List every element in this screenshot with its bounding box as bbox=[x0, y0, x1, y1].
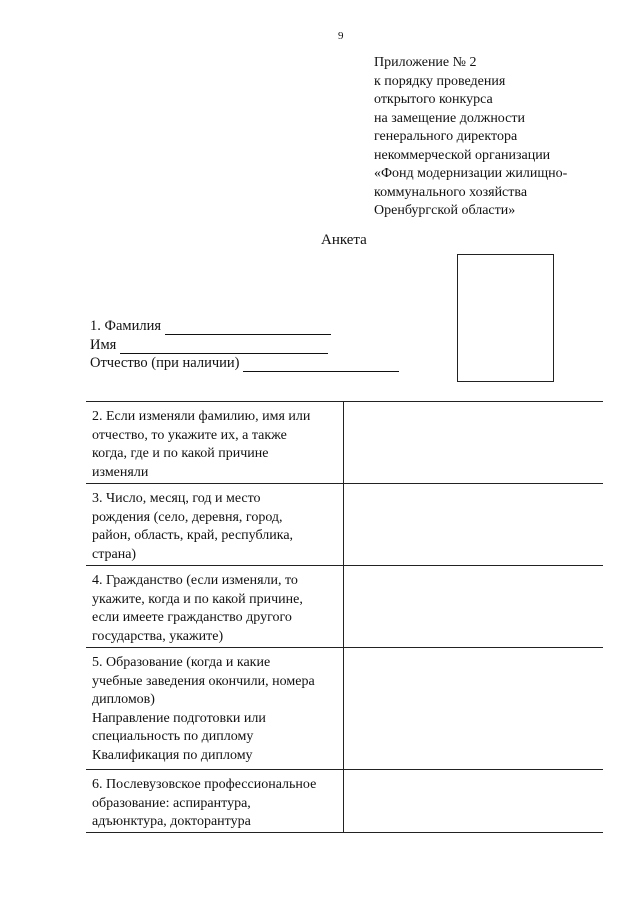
question-line: 3. Число, месяц, год и место bbox=[92, 491, 261, 506]
appendix-line: генерального директора bbox=[374, 129, 518, 144]
questionnaire-table bbox=[86, 401, 603, 833]
table-row bbox=[86, 484, 603, 566]
question-line: изменяли bbox=[92, 464, 149, 480]
question-line: отчество, то укажите их, а также bbox=[92, 427, 287, 443]
question-line: 5. Образование (когда и какие bbox=[92, 655, 271, 670]
table-row bbox=[86, 402, 603, 484]
question-line: когда, где и по какой причине bbox=[92, 446, 269, 461]
patronymic-input-line[interactable] bbox=[243, 358, 399, 372]
question-line: специальность по диплому bbox=[92, 729, 254, 744]
question-line: укажите, когда и по какой причине, bbox=[92, 591, 303, 607]
question-line: Направление подготовки или bbox=[92, 710, 266, 726]
appendix-line: коммунального хозяйства bbox=[374, 184, 528, 200]
name-input-line[interactable] bbox=[120, 340, 328, 354]
appendix-line: «Фонд модернизации жилищно- bbox=[374, 166, 568, 181]
answer-cell[interactable] bbox=[344, 648, 603, 769]
question-line: если имеете гражданство другого bbox=[92, 610, 292, 625]
table-row bbox=[86, 648, 603, 770]
appendix-line: к порядку проведения bbox=[374, 73, 506, 89]
answer-cell[interactable] bbox=[344, 770, 603, 832]
surname-input-line[interactable] bbox=[165, 321, 331, 335]
answer-cell[interactable] bbox=[344, 402, 603, 483]
appendix-line: некоммерческой организации bbox=[374, 147, 551, 163]
appendix-line: Приложение № 2 bbox=[374, 55, 477, 70]
photo-box bbox=[457, 254, 554, 382]
form-title: Анкета bbox=[321, 232, 367, 248]
appendix-header bbox=[374, 54, 567, 221]
question-line: дипломов) bbox=[92, 692, 155, 707]
question-cell bbox=[86, 484, 344, 565]
appendix-line: открытого конкурса bbox=[374, 92, 493, 107]
name-label: Имя bbox=[90, 337, 117, 353]
answer-cell[interactable] bbox=[344, 484, 603, 565]
question-line: страна) bbox=[92, 546, 137, 562]
question-line: Квалификация по диплому bbox=[92, 747, 253, 763]
page-number: 9 bbox=[338, 30, 344, 42]
question-cell bbox=[86, 402, 344, 483]
question-cell bbox=[86, 770, 344, 832]
name-field bbox=[90, 337, 328, 354]
patronymic-field bbox=[90, 355, 399, 372]
appendix-line: на замещение должности bbox=[374, 110, 525, 126]
answer-cell[interactable] bbox=[344, 566, 603, 647]
question-line: рождения (село, деревня, город, bbox=[92, 509, 283, 525]
question-cell bbox=[86, 566, 344, 647]
surname-field bbox=[90, 318, 331, 335]
question-cell bbox=[86, 648, 344, 769]
patronymic-label: Отчество (при наличии) bbox=[90, 355, 240, 371]
question-line: 6. Послевузовское профессиональное bbox=[92, 777, 317, 792]
question-line: государства, укажите) bbox=[92, 628, 224, 644]
question-line: 2. Если изменяли фамилию, имя или bbox=[92, 409, 311, 424]
table-row bbox=[86, 566, 603, 648]
question-line: адъюнктура, докторантура bbox=[92, 814, 251, 829]
surname-label: 1. Фамилия bbox=[90, 318, 161, 334]
question-line: образование: аспирантура, bbox=[92, 795, 251, 811]
question-line: 4. Гражданство (если изменяли, то bbox=[92, 573, 298, 588]
table-row bbox=[86, 770, 603, 833]
appendix-line: Оренбургской области» bbox=[374, 203, 516, 218]
question-line: район, область, край, республика, bbox=[92, 528, 294, 543]
question-line: учебные заведения окончили, номера bbox=[92, 673, 315, 689]
